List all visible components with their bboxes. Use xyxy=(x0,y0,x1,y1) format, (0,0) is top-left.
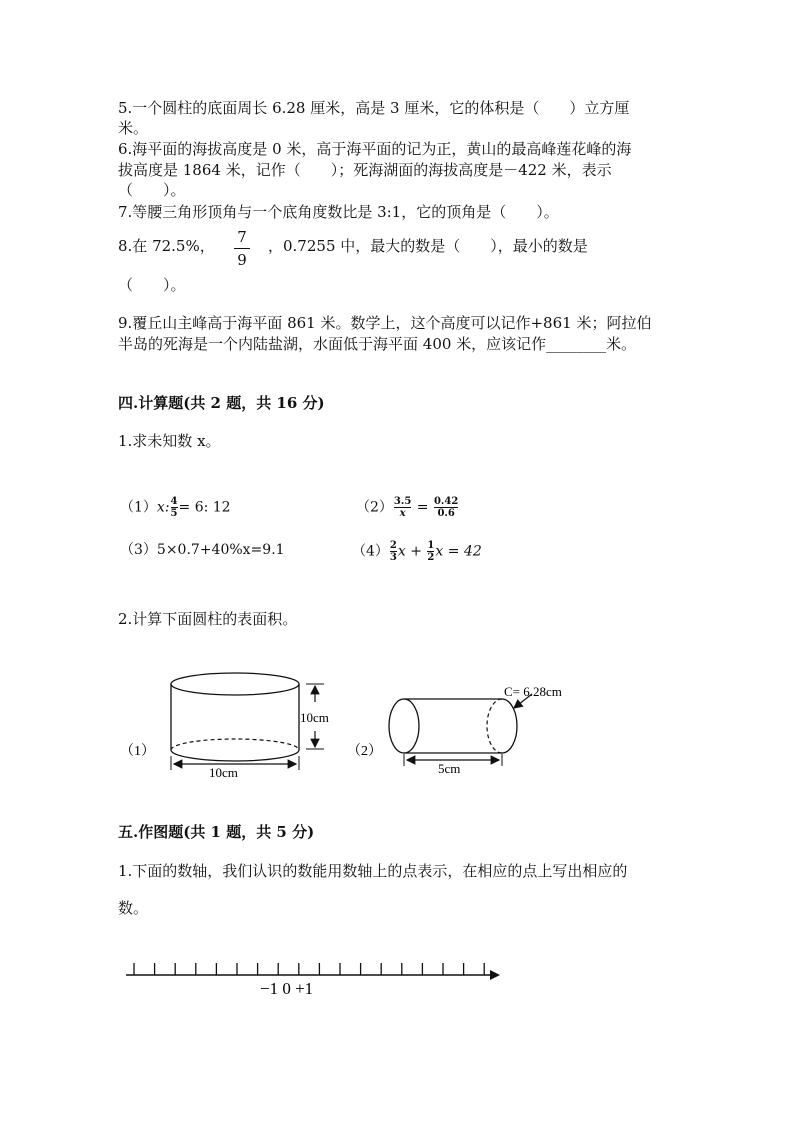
q6-line2: 拔高度是 1864 米，记作（ ）；死海湖面的海拔高度是－422 米，表示 xyxy=(118,161,612,179)
section5-q1-line2: 数。 xyxy=(118,899,149,917)
number-line-ticks xyxy=(134,963,484,975)
eq2-eq: = xyxy=(416,499,429,516)
fig2-circumference-label: C= 6.28cm xyxy=(504,684,562,699)
equation-2 xyxy=(356,496,459,519)
eq2-rden: 0.6 xyxy=(434,507,458,519)
q8-suffix: ，0.7255 中，最大的数是（ ），最小的数是 xyxy=(268,237,588,255)
q6-line3: （ ）。 xyxy=(118,181,186,199)
eq1-den: 5 xyxy=(170,508,178,519)
number-line-arrow xyxy=(490,970,500,980)
equation-3: （3）5×0.7+40%x=9.1 xyxy=(120,542,285,558)
number-line xyxy=(110,950,510,1000)
eq4-fraction-1 xyxy=(390,540,397,563)
q5-line2: 米。 xyxy=(118,119,149,137)
eq4-label: （4） xyxy=(352,543,389,560)
q5-line1: 5.一个圆柱的底面周长 6.28 厘米，高是 3 厘米，它的体积是（ ）立方厘 xyxy=(118,99,630,117)
eq1-post: = 6: 12 xyxy=(178,499,231,516)
fig2-label: （2） xyxy=(347,744,382,759)
number-line-labels: −1 0 +1 xyxy=(260,979,314,998)
eq2-right-fraction xyxy=(434,496,458,519)
equation-1 xyxy=(120,496,231,519)
fig1-diameter-label: 10cm xyxy=(209,765,238,780)
eq4-n1: 2 xyxy=(389,540,397,551)
eq4-fraction-2 xyxy=(427,540,434,563)
section5-title: 五.作图题(共 1 题，共 5 分) xyxy=(118,823,315,841)
cylinder-2 xyxy=(389,694,532,766)
q7: 7.等腰三角形顶角与一个底角度数比是 3:1，它的顶角是（ ）。 xyxy=(118,203,559,221)
q8-fraction xyxy=(234,228,250,269)
q6-line1: 6.海平面的海拔高度是 0 米，高于海平面的记为正，黄山的最高峰莲花峰的海 xyxy=(118,140,632,158)
cylinder-figures xyxy=(0,660,794,790)
q8-frac-bar xyxy=(234,248,250,249)
section4-q1: 1.求未知数 x。 xyxy=(118,432,221,450)
eq2-lden: x xyxy=(394,507,411,519)
eq1-pre: x: xyxy=(156,499,170,516)
eq2-left-fraction xyxy=(394,496,411,519)
eq4-d1: 3 xyxy=(389,552,397,563)
eq4-post: x = 42 xyxy=(435,543,482,560)
fig2-length-label: 5cm xyxy=(438,761,461,776)
fig1-label: （1） xyxy=(120,744,155,759)
q8-frac-num: 7 xyxy=(237,228,247,246)
section4-title: 四.计算题(共 2 题，共 16 分) xyxy=(118,394,325,412)
equation-4 xyxy=(352,540,482,563)
fig1-height-label: 10cm xyxy=(300,710,329,725)
section5-q1-line1: 1.下面的数轴，我们认识的数能用数轴上的点表示，在相应的点上写出相应的 xyxy=(118,862,628,880)
eq4-n2: 1 xyxy=(427,540,435,551)
eq2-lnum: 3.5 xyxy=(393,496,412,507)
q9-line2: 半岛的死海是一个内陆盐湖，水面低于海平面 400 米，应该记作________米。 xyxy=(118,335,637,353)
q8-frac-den: 9 xyxy=(237,251,247,269)
eq4-mid: x + xyxy=(397,543,422,560)
q9-line1: 9.覆丘山主峰高于海平面 861 米。数学上，这个高度可以记作+861 米；阿拉伯 xyxy=(118,314,652,332)
section4-q2: 2.计算下面圆柱的表面积。 xyxy=(118,610,298,628)
eq2-label: （2） xyxy=(356,499,393,516)
eq2-rnum: 0.42 xyxy=(433,496,459,507)
q8-prefix: 8.在 72.5%， xyxy=(118,237,215,255)
q8-line2: （ ）。 xyxy=(118,276,186,294)
eq1-fraction xyxy=(171,496,178,519)
eq4-d2: 2 xyxy=(427,552,435,563)
eq1-label: （1） xyxy=(120,499,157,516)
eq1-num: 4 xyxy=(170,496,178,507)
